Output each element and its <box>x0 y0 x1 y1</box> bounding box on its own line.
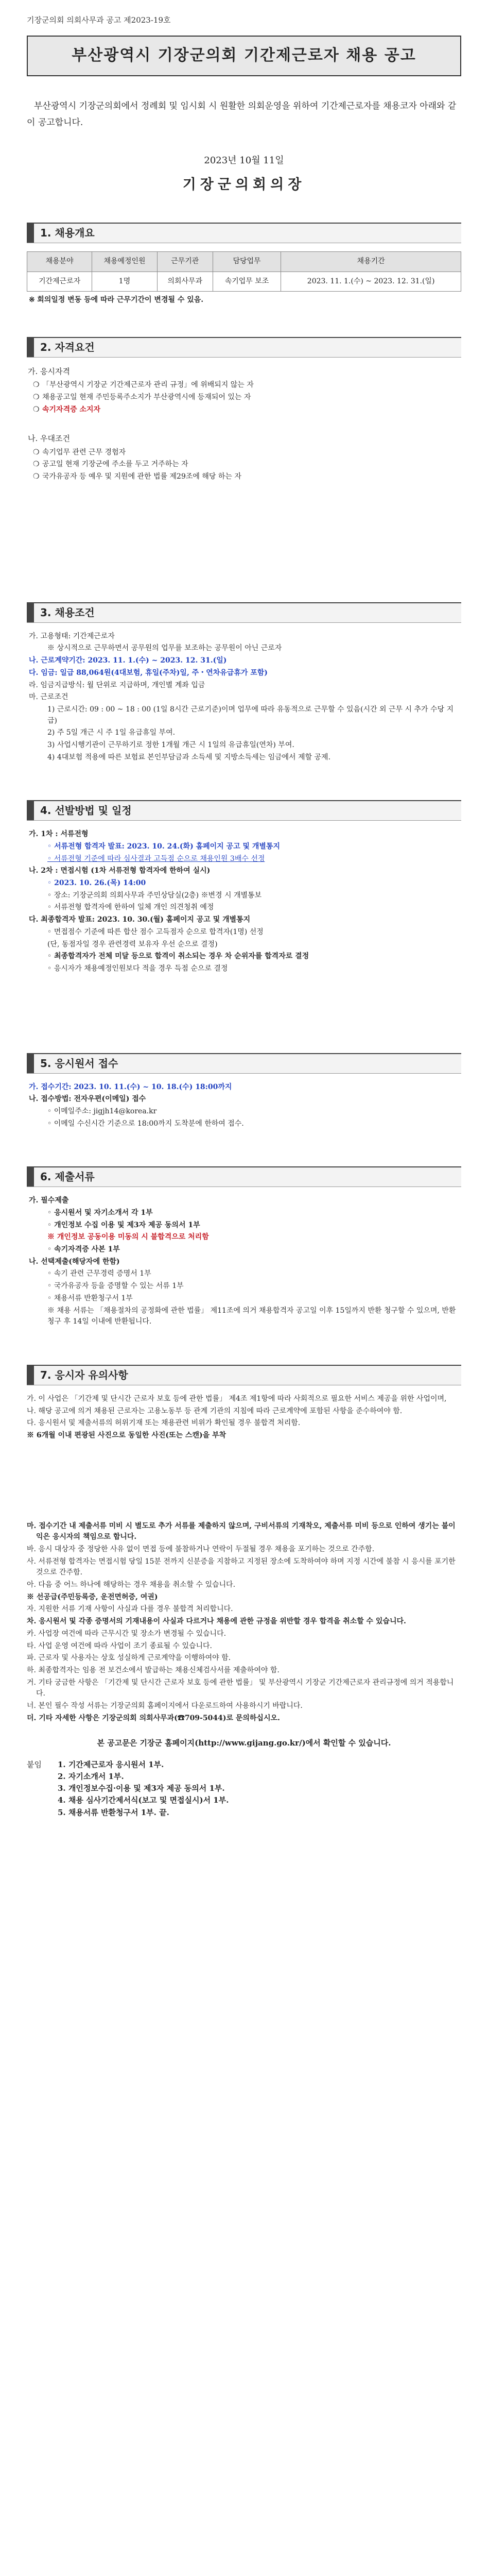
condition-line: 2) 주 5일 개근 시 주 1일 유급휴일 부여. <box>47 728 176 737</box>
col-agency: 근무기관 <box>157 252 213 272</box>
caution-item: 너. 본인 필수 작성 서류는 기장군의회 홈페이지에서 다운로드하여 사용하시기 바랍니다. <box>27 1701 303 1710</box>
attachment-row <box>27 1771 461 1783</box>
caution-item: 차. 응시원서 및 각종 증명서의 기재내용이 사실과 다르거나 채용에 관한 규정을 위반할 경우 합격을 취소할 수 있습니다. <box>27 1617 406 1626</box>
document-line: ◦ 채용서류 반환청구서 1부 <box>47 1294 133 1302</box>
caution-item: 가. 이 사업은 「기간제 및 단시간 근로자 보호 등에 관한 법률」 제4조 제1항에 따라 사회적으로 필요한 서비스 제공을 위한 사업이며, <box>27 1394 447 1403</box>
document-line: ◦ 속기 관련 근무경력 증명서 1부 <box>47 1269 151 1278</box>
selection-line: ◦ 2023. 10. 26.(목) 14:00 <box>47 879 146 888</box>
condition-line: 다. 임금: 일급 88,064원(4대보험, 휴일(주차)일, 주・연차유급휴가 포함) <box>29 668 268 677</box>
caution-item: 사. 서류전형 합격자는 면접시험 당일 15분 전까지 신분증을 지참하고 지정된 장소에 도착하여야 하며 지정 시간에 불참 시 응시를 포기한 것으로 간주함. <box>27 1557 456 1577</box>
attachment-row <box>27 1783 461 1794</box>
condition-line: ※ 상시적으로 근무하면서 공무원의 업무를 보조하는 공무원이 아닌 근로자 <box>47 644 282 653</box>
list-item: ❍ 속기업무 관련 근무 경험자 <box>33 448 126 456</box>
preference-heading: 나. 우대조건 <box>28 434 70 444</box>
section-4-title: 4. 선발방법 및 일정 <box>40 804 132 817</box>
section-bar <box>27 801 34 820</box>
intro-text: 부산광역시 기장군의회에서 정례회 및 임시회 시 원활한 의회운영을 위하여 기간제근로자를 채용코자 아래와 같이 공고합니다. <box>27 100 457 128</box>
section-1-header <box>27 223 461 243</box>
col-duty: 담당업무 <box>213 252 281 272</box>
list-item: ❍ 「부산광역시 기장군 기간제근로자 관리 규정」에 위배되지 않는 자 <box>33 381 254 389</box>
notice-title: 부산광역시 기장군의회 기간제근로자 채용 공고 <box>27 36 461 76</box>
section-7-title: 7. 응시자 유의사항 <box>40 1368 128 1381</box>
note-text: 회의일정 변동 등에 따라 근무기간이 변경될 수 있음. <box>37 296 204 304</box>
selection-line: ◦ 서류전형 합격자 발표: 2023. 10. 24.(화) 홈페이지 공고 및 개별통지 <box>47 842 280 851</box>
section-bar <box>27 1366 34 1385</box>
selection-line: ◦ 서류전형 기준에 따라 심사결과 고득점 순으로 채용인원 3배수 선정 <box>47 854 265 863</box>
section-bar <box>27 1054 34 1073</box>
selection-line: ◦ 최종합격자가 전체 미달 등으로 합격이 취소되는 경우 차 순위자를 합격자로 결정 <box>47 952 309 961</box>
condition-line: 4) 4대보험 적용에 따른 보험료 본인부담금과 소득세 및 지방소득세는 임금에서 제할 공제. <box>47 753 331 761</box>
caution-item: 마. 접수기간 내 제출서류 미비 시 별도로 추가 서류를 제출하지 않으며, 구비서류의 기재착오, 제출서류 미비 등으로 인하여 생기는 불이익은 응시자의 책임으로 합니다. <box>27 1521 456 1541</box>
list-item: ❍ 국가유공자 등 예우 및 지원에 관한 법률 제29조에 해당 하는 자 <box>33 472 241 481</box>
condition-line: 마. 근로조건 <box>29 693 68 702</box>
caution-item: 카. 사업장 여건에 따라 근무시간 및 장소가 변경될 수 있습니다. <box>27 1629 226 1638</box>
caution-item: 나. 해당 공고에 의거 채용된 근로자는 고용노동부 등 관계 기관의 지침에 따라 근로계약에 포함된 사항을 준수하여야 함. <box>27 1406 403 1415</box>
section-7-header <box>27 1365 461 1385</box>
condition-line: 3) 사업시행기관이 근무하기로 정한 1개월 개근 시 1일의 유급휴일(연차) 부여. <box>47 740 294 749</box>
eligibility-heading: 가. 응시자격 <box>28 367 70 377</box>
cell-duty: 속기업무 보조 <box>213 272 281 292</box>
attachment-label: 붙임 <box>27 1759 42 1769</box>
condition-line: 나. 근로계약기간: 2023. 11. 1.(수) ~ 2023. 12. 31.(일) <box>29 656 227 665</box>
attachment-row <box>27 1794 461 1806</box>
caution-item: ※ 선공급(주민등록증, 운전면허증, 여권) <box>27 1592 158 1601</box>
condition-line: 라. 임금지급방식: 월 단위로 지급하며, 개인별 계좌 입금 <box>29 681 205 689</box>
document-line: ◦ 개인정보 수집 이용 및 제3자 제공 동의서 1부 <box>47 1221 200 1229</box>
section-4-header <box>27 800 461 821</box>
attachment-item: 2. 자기소개서 1부. <box>58 1771 124 1781</box>
selection-line: ◦ 응시자가 채용예정인원보다 적을 경우 득점 순으로 결정 <box>47 964 228 973</box>
cell-count: 1명 <box>92 272 157 292</box>
cell-period: 2023. 11. 1.(수) ~ 2023. 12. 31.(일) <box>281 272 461 292</box>
caution-list-continued <box>27 1521 461 1724</box>
caution-list <box>27 1394 461 1442</box>
section-bar <box>27 224 34 243</box>
attachment-row <box>27 1807 461 1819</box>
caution-item: 거. 기타 궁금한 사항은 「기간제 및 단시간 근로자 보호 등에 관한 법률」 및 부산광역시 기장군 기간제근로자 관리규정에 의거 적용합니다. <box>27 1678 454 1698</box>
document-line: ※ 개인정보 공동이용 미동의 시 불합격으로 처리함 <box>47 1233 209 1242</box>
selection-line: ◦ 장소: 기장군의회 의회사무과 주민상담실(2층) ※변경 시 개별통보 <box>47 891 262 900</box>
cell-agency: 의회사무과 <box>157 272 213 292</box>
col-count: 채용예정인원 <box>92 252 157 272</box>
col-field: 채용분야 <box>27 252 92 272</box>
section-2-title: 2. 자격요건 <box>40 341 95 354</box>
section-bar <box>27 603 34 622</box>
attachment-item: 1. 기간제근로자 응시원서 1부. <box>58 1759 164 1769</box>
selection-line: ◦ 면접점수 기준에 따른 합산 점수 고득점자 순으로 합격자(1명) 선정 <box>47 927 264 936</box>
application-line: 가. 접수기간: 2023. 10. 11.(수) ~ 10. 18.(수) 18:00까지 <box>29 1082 232 1091</box>
section-5-header <box>27 1053 461 1074</box>
document-line: ◦ 속기자격증 사본 1부 <box>47 1245 120 1254</box>
caution-item: 파. 근로자 및 사용자는 상호 성실하게 근로계약을 이행하여야 함. <box>27 1654 231 1663</box>
caution-item: 타. 사업 운영 여건에 따라 사업이 조기 종료될 수 있습니다. <box>27 1641 213 1650</box>
selection-line: 다. 최종합격자 발표: 2023. 10. 30.(월) 홈페이지 공고 및 개별통지 <box>29 916 251 924</box>
website-notice: 본 공고문은 기장군 홈페이지(http://www.gijang.go.kr/)에서 확인할 수 있습니다. <box>97 1738 391 1748</box>
attachment-item: 4. 채용 심사기간제서식(보고 및 면접실시)서 1부. <box>58 1795 229 1805</box>
section-bar <box>27 338 34 357</box>
section-6-header <box>27 1166 461 1187</box>
section-6-title: 6. 제출서류 <box>40 1171 95 1183</box>
attachment-row <box>27 1759 461 1771</box>
caution-item: 다. 응시원서 및 제출서류의 허위기재 또는 채용관련 비위가 확인될 경우 불합격 처리함. <box>27 1419 301 1428</box>
section-1-title: 1. 채용개요 <box>40 227 95 240</box>
list-item: ❍ 속기자격증 소지자 <box>33 405 101 414</box>
notice-date: 2023년 10월 11일 <box>204 155 284 166</box>
caution-item: 더. 기타 자세한 사항은 기장군의회 의회사무과(☎709-5044)로 문의하십시오. <box>27 1714 280 1722</box>
caution-item: ※ 6개월 이내 편광된 사진으로 동일한 사진(또는 스캔)을 부착 <box>27 1431 226 1439</box>
document-line: ◦ 응시원서 및 자기소개서 각 1부 <box>47 1209 153 1217</box>
email-address[interactable]: ◦ 이메일주소: jigjh14@korea.kr <box>47 1107 157 1115</box>
selection-line: ◦ 서류전형 합격자에 한하여 일체 개인 의견청취 예정 <box>47 903 214 912</box>
document-line: 나. 선택제출(해당자에 한함) <box>29 1257 120 1266</box>
condition-line: 가. 고용형태: 기간제근로자 <box>29 632 115 640</box>
application-line: ◦ 이메일 수신시간 기준으로 18:00까지 도착분에 한하여 접수. <box>47 1119 244 1128</box>
cell-field: 기간제근로자 <box>27 272 92 292</box>
section-1-note <box>29 295 461 306</box>
section-5-title: 5. 응시원서 접수 <box>40 1057 118 1070</box>
section-bar <box>27 1167 34 1187</box>
section-2-header <box>27 337 461 358</box>
selection-line: (단, 동점자일 경우 관련경력 보유자 우선 순으로 결정) <box>47 940 218 948</box>
table-row <box>27 272 461 292</box>
recruit-table <box>27 251 461 292</box>
attachments <box>27 1759 461 1819</box>
condition-line: 1) 근로시간: 09 : 00 ~ 18 : 00 (1일 8시간 근로기준)이며 업무에 따라 유동적으로 근무할 수 있음(시간 외 근무 시 추가 수당 지급) <box>47 705 454 725</box>
attachment-item: 5. 채용서류 반환청구서 1부. 끝. <box>58 1807 169 1817</box>
notice-number: 기장군의회 의회사무과 공고 제2023-19호 <box>27 15 171 25</box>
table-header-row <box>27 252 461 272</box>
attachment-item: 3. 개인정보수집·이용 및 제3자 제공 동의서 1부. <box>58 1784 225 1793</box>
caution-item: 아. 다음 중 어느 하나에 해당하는 경우 채용을 취소할 수 있습니다. <box>27 1581 236 1589</box>
caution-item: 자. 지원한 서류 기재 사항이 사실과 다를 경우 불합격 처리합니다. <box>27 1605 233 1614</box>
list-item: ❍ 채용공고일 현재 주민등록주소지가 부산광역시에 등재되어 있는 자 <box>33 393 251 402</box>
caution-item: 바. 응시 대상자 중 정당한 사유 없이 면접 등에 불참하거나 연락이 두절될 경우 채용을 포기하는 것으로 간주함. <box>27 1545 375 1554</box>
caution-item: 하. 최종합격자는 임용 전 보건소에서 발급하는 채용신체검사서를 제출하여야 함. <box>27 1666 280 1674</box>
document-line: ※ 채용 서류는 「채용절차의 공정화에 관한 법률」 제11조에 의거 채용합격자 공고일 이후 15일까지 반환 청구할 수 있으며, 반환청구 후 14일 이내에 반환됩니다. <box>47 1306 456 1326</box>
section-3-header <box>27 602 461 623</box>
document-line: ◦ 국가유공자 등을 증명할 수 있는 서류 1부 <box>47 1282 184 1291</box>
selection-line: 나. 2차 : 면접시험 (1차 서류전형 합격자에 한하여 실시) <box>29 867 211 875</box>
col-period: 채용기간 <box>281 252 461 272</box>
document-line: 가. 필수제출 <box>29 1196 69 1205</box>
issuer: 기장군의회의장 <box>182 177 306 193</box>
note-mark: ※ <box>29 296 35 304</box>
application-line: 나. 접수방법: 전자우편(이메일) 접수 <box>29 1095 146 1104</box>
selection-line: 가. 1차 : 서류전형 <box>29 830 89 839</box>
section-3-title: 3. 채용조건 <box>40 606 95 619</box>
list-item: ❍ 공고일 현재 기장군에 주소를 두고 거주하는 자 <box>33 460 188 469</box>
